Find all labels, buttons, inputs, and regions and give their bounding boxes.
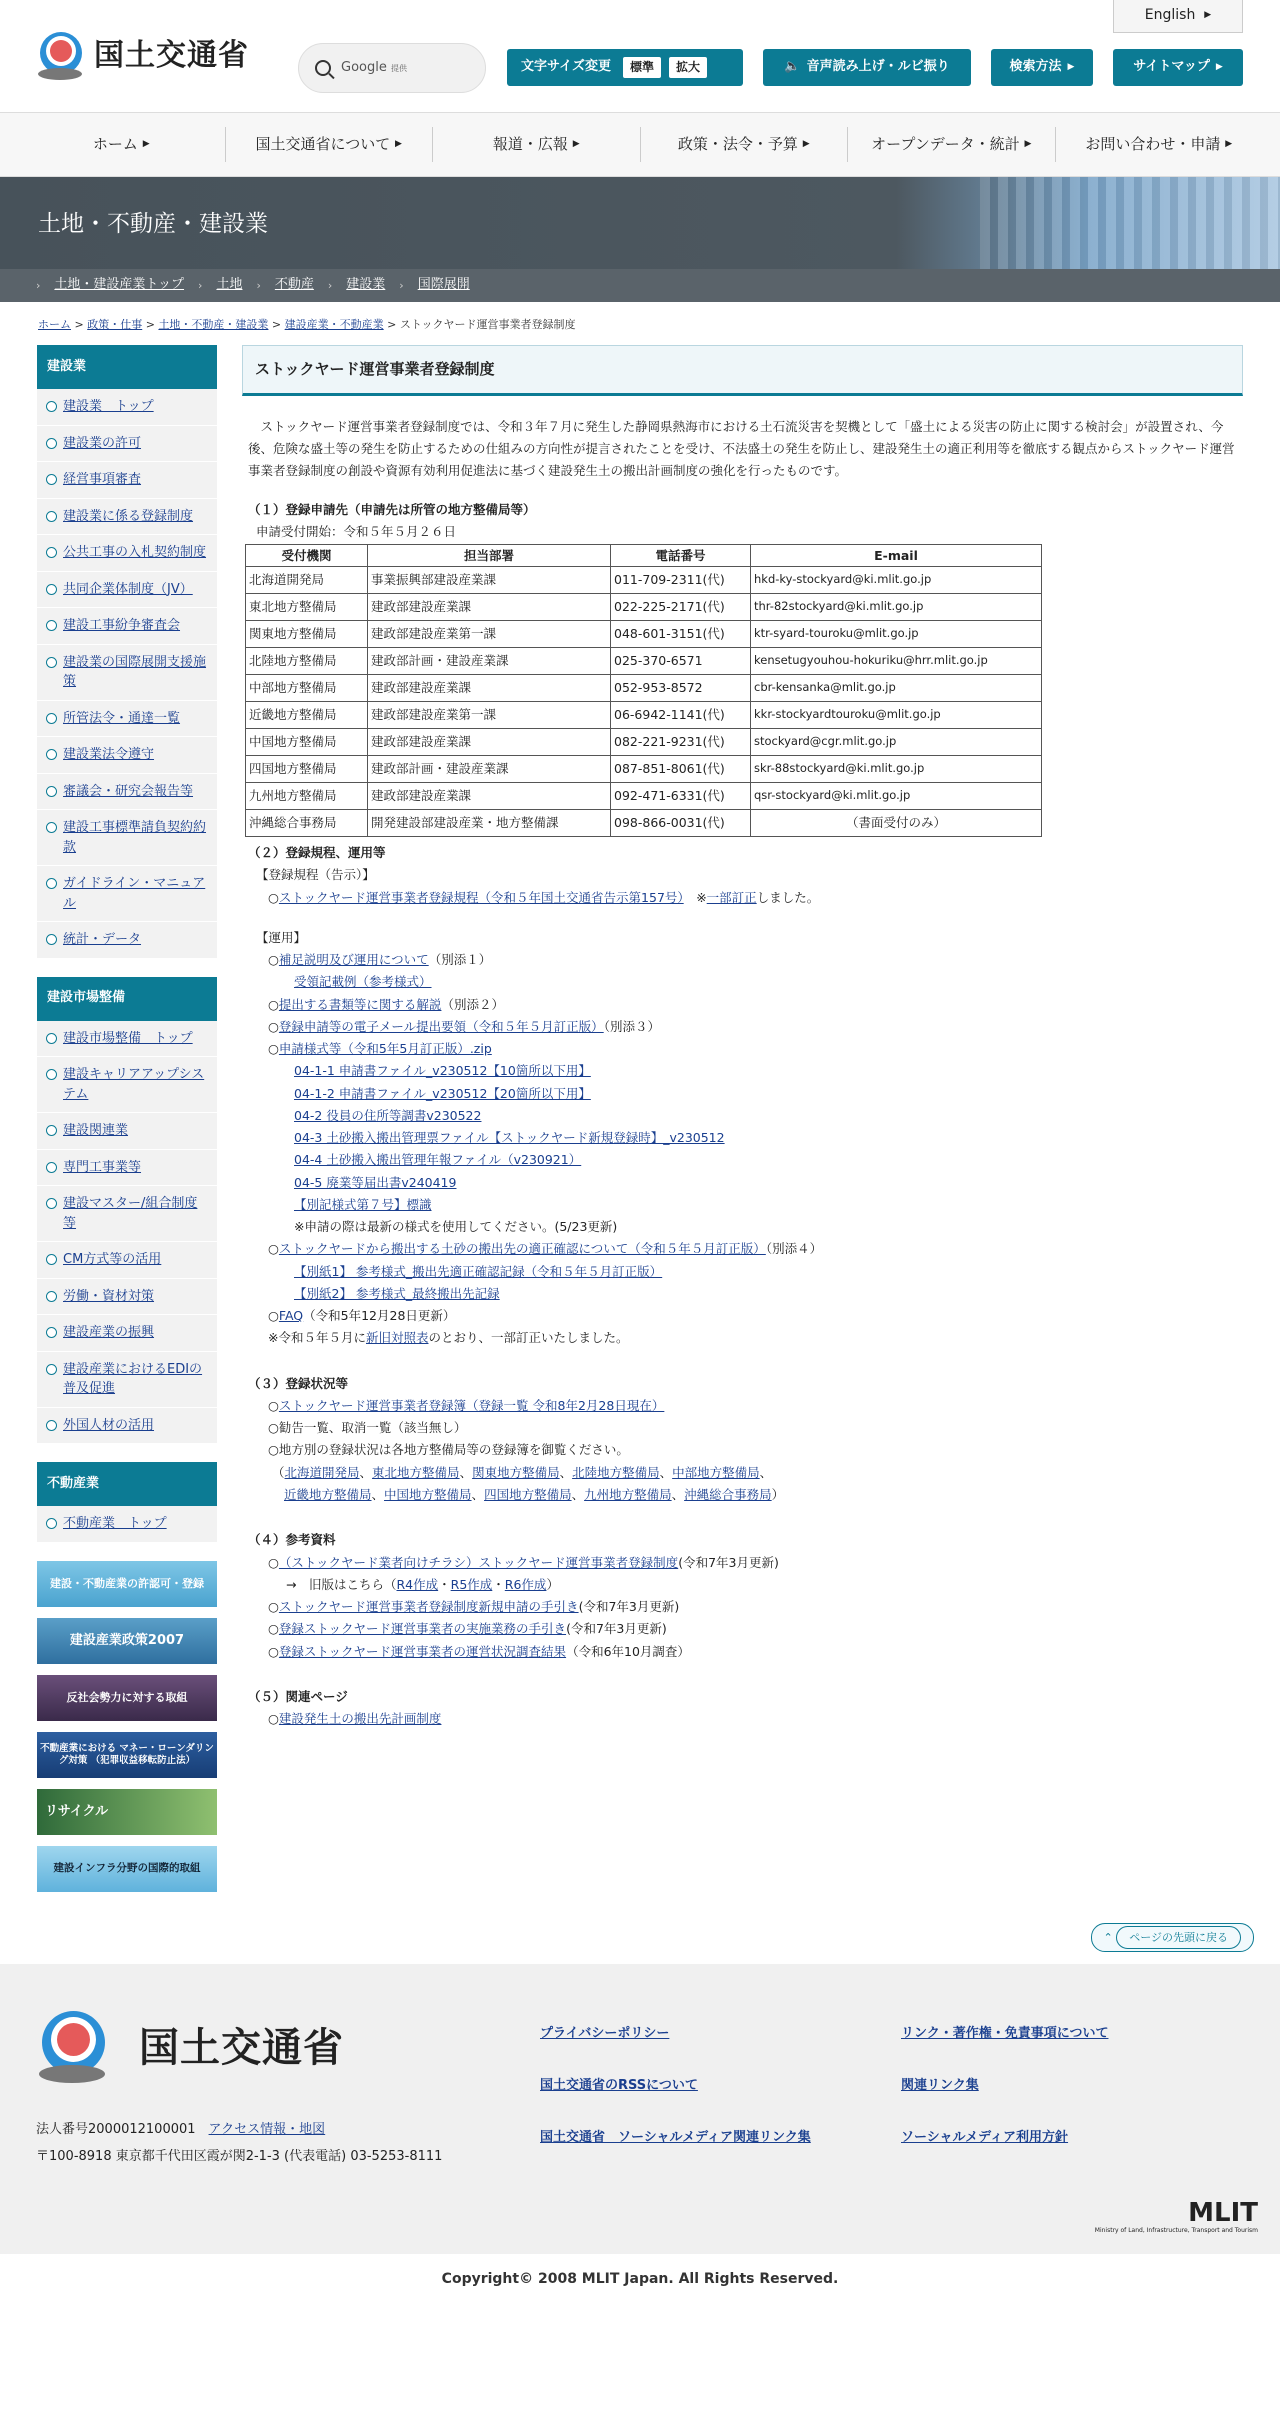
sidebar-item[interactable]: ガイドライン・マニュアル xyxy=(37,866,217,922)
file-link[interactable]: 【別紙2】 参考様式_最終搬出先記録 xyxy=(294,1285,500,1301)
chevron-right-icon: › xyxy=(256,278,261,292)
subnav-international[interactable]: 国際展開 xyxy=(417,277,470,293)
correction-link[interactable]: 一部訂正 xyxy=(706,889,757,905)
table-row: 北海道開発局 事業振興部建設産業課 011-709-2311(代) hkd-ky-stockyard@ki.mlit.go.jp xyxy=(246,566,1042,593)
sidebar-item[interactable]: 建設工事標準請負契約約款 xyxy=(37,810,217,866)
file-link[interactable]: 04-3 土砂搬入搬出管理票ファイル【ストックヤード新規登録時】_v230512 xyxy=(294,1130,725,1146)
banner-permits[interactable]: 建設・不動産業の許認可・登録 xyxy=(37,1561,217,1607)
application-start: 申請受付開始：令和５年５月２６日 xyxy=(256,524,457,540)
flyer-link[interactable]: （ストックヤード業者向けチラシ）ストックヤード運営事業者登録制度 xyxy=(278,1554,679,1570)
breadcrumb-home[interactable]: ホーム xyxy=(38,318,71,331)
sub-nav xyxy=(0,269,1280,302)
office-link[interactable]: 九州地方整備局 xyxy=(584,1486,672,1502)
sidebar-item[interactable]: 所管法令・通達一覧 xyxy=(37,701,217,738)
sidebar-item[interactable]: 建設市場整備 トップ xyxy=(37,1021,217,1058)
kitei-label: 【登録規程（告示）】 xyxy=(256,867,375,883)
sidebar-kensetsu xyxy=(37,345,217,959)
mlit-logo-icon xyxy=(36,2008,149,2128)
office-link[interactable]: 四国地方整備局 xyxy=(484,1486,572,1502)
sidebar-heading: 建設市場整備 xyxy=(37,977,217,1021)
example-link[interactable]: 受領記載例（参考様式） xyxy=(294,974,432,990)
sidebar-heading: 不動産業 xyxy=(37,1462,217,1506)
sidebar-item[interactable]: 専門工事業等 xyxy=(37,1150,217,1187)
arrow-right-icon: ▶ xyxy=(572,138,580,149)
sidebar-realestate xyxy=(37,1462,217,1543)
arrow-right-icon: ▶ xyxy=(1024,138,1032,149)
office-link[interactable]: 北海道開発局 xyxy=(284,1464,360,1480)
google-sub-label: 提供 xyxy=(390,63,407,73)
footer-info xyxy=(36,2116,442,2171)
section-heading: （２）登録規程、運用等 xyxy=(248,844,386,860)
subnav-land-top[interactable]: 土地・建設産業トップ xyxy=(54,277,185,293)
kitei-line: ○ストックヤード運営事業者登録規程（令和５年国土交通省告示第157号） ※一部訂正しました。 xyxy=(268,889,820,905)
office-link[interactable]: 東北地方整備局 xyxy=(372,1464,460,1480)
social-policy-link[interactable]: ソーシャルメディア利用方針 xyxy=(901,2129,1069,2145)
banner-image xyxy=(980,177,1280,269)
category-banner xyxy=(0,177,1280,269)
sitemap-button[interactable]: サイトマップ ▶ xyxy=(1113,49,1243,86)
banner-title: 土地・不動産・建設業 xyxy=(38,211,268,237)
speaker-icon: 🔈 xyxy=(784,59,801,75)
registration-table xyxy=(245,544,1042,837)
rss-link[interactable]: 国土交通省のRSSについて xyxy=(540,2077,698,2093)
sidebar-item[interactable]: 建設産業の振興 xyxy=(37,1315,217,1352)
file-link[interactable]: 04-4 土砂搬入搬出管理年報ファイル（v230921） xyxy=(294,1152,582,1168)
sidebar xyxy=(37,345,217,1903)
duty-guide-link[interactable]: 登録ストックヤード運営事業者の実施業務の手引き xyxy=(278,1621,567,1637)
footer-logo[interactable] xyxy=(36,2008,344,2088)
sidebar-item[interactable]: 建設マスター/組合制度等 xyxy=(37,1186,217,1242)
sidebar-item[interactable]: 建設工事紛争審査会 xyxy=(37,608,217,645)
privacy-link[interactable]: プライバシーポリシー xyxy=(540,2025,670,2041)
kankoku-text: ○勧告一覧、取消一覧（該当無し） xyxy=(268,1420,467,1436)
unyo-label: 【運用】 xyxy=(256,929,307,945)
table-row: 九州地方整備局 建政部建設産業課 092-471-6331(代) qsr-stockyard@ki.mlit.go.jp xyxy=(246,782,1042,809)
banner-policy-2007[interactable]: 建設産業政策2007 xyxy=(37,1618,217,1664)
arrow-right-icon: ▶ xyxy=(1225,138,1233,149)
col-header: E-mail xyxy=(751,544,1042,566)
breadcrumb-industry[interactable]: 建設産業・不動産業 xyxy=(284,318,384,331)
email-procedure-link[interactable]: 登録申請等の電子メール提出要領（令和５年５月訂正版） xyxy=(278,1018,604,1034)
breadcrumb-policy[interactable]: 政策・仕事 xyxy=(87,318,143,331)
file-link[interactable]: 04-1-2 申請書ファイル_v230512【20箇所以下用】 xyxy=(294,1085,591,1101)
section-heading: （５）関連ページ xyxy=(248,1688,348,1704)
arrow-right-icon: ▶ xyxy=(1215,61,1223,72)
sidebar-item[interactable]: 建設業の国際展開支援施策 xyxy=(37,645,217,701)
site-footer xyxy=(0,1964,1280,2254)
site-logo-text: 国土交通省 xyxy=(94,37,249,73)
related-page-link[interactable]: 建設発生土の搬出先計画制度 xyxy=(278,1711,442,1727)
gnav-opendata[interactable]: オープンデータ・統計 ▶ xyxy=(848,127,1056,162)
file-link[interactable]: 【別記様式第７号】標識 xyxy=(294,1196,432,1212)
sidebar-item[interactable]: 建設産業におけるEDIの普及促進 xyxy=(37,1352,217,1408)
english-link[interactable]: English ▶ xyxy=(1113,0,1243,33)
table-header-row xyxy=(246,544,1042,566)
sidebar-item[interactable]: CM方式等の活用 xyxy=(37,1242,217,1279)
font-standard-button[interactable]: 標準 xyxy=(623,57,661,78)
font-large-button[interactable]: 拡大 xyxy=(669,57,707,78)
sidebar-item[interactable]: 建設関連業 xyxy=(37,1113,217,1150)
sidebar-item[interactable]: 建設業 トップ xyxy=(37,389,217,426)
breadcrumb-current: ストックヤード運営事業者登録制度 xyxy=(399,318,576,331)
sidebar-item[interactable]: 建設キャリアアップシステム xyxy=(37,1057,217,1113)
sidebar-item[interactable]: 審議会・研究会報告等 xyxy=(37,774,217,811)
banner-infra-international[interactable]: 建設インフラ分野の国際的取組 xyxy=(37,1846,217,1892)
chevron-right-icon: › xyxy=(399,278,404,292)
search-method-button[interactable]: 検索方法 ▶ xyxy=(991,49,1093,86)
faq-link[interactable]: FAQ xyxy=(278,1308,304,1324)
voice-reading-button[interactable]: 🔈 音声読み上げ・ルビ振り xyxy=(763,49,971,86)
file-link[interactable]: 04-5 廃業等届出書v240419 xyxy=(294,1174,457,1190)
font-size-control xyxy=(507,49,743,86)
sidebar-item[interactable]: 経営事項審査 xyxy=(37,462,217,499)
banner-anti-social[interactable]: 反社会勢力に対する取組 xyxy=(37,1675,217,1721)
google-label: Google xyxy=(341,59,387,75)
search-box[interactable] xyxy=(298,43,486,93)
table-row: 関東地方整備局 建政部建設産業第一課 048-601-3151(代) ktr-syard-touroku@mlit.go.jp xyxy=(246,620,1042,647)
subnav-realestate[interactable]: 不動産 xyxy=(274,277,314,293)
site-logo[interactable] xyxy=(36,30,249,82)
file-link[interactable]: 04-1-1 申請書ファイル_v230512【10箇所以下用】 xyxy=(294,1063,591,1079)
arrow-right-icon: ▶ xyxy=(1204,10,1212,21)
table-row: 東北地方整備局 建政部建設産業課 022-225-2171(代) thr-82stockyard@ki.mlit.go.jp xyxy=(246,593,1042,620)
mlit-mark: MLIT Ministry of Land, Infrastructure, Transport and Tourism xyxy=(1094,2197,1258,2234)
intro-text: ストックヤード運営事業者登録制度では、令和３年７月に発生した静岡県熱海市における土石流災害を契機として「盛土による災害の防止に関する検討会」が設置され、今後、危険な盛土等の発生を防止するための仕組みの方向性が提言されたことを受け、不法盛土の発生を防止し、建設発生土の適正利用等を徹底する観点からストックヤード運営事業者登録制度の創設や資源有効利用促進法に基づく建設発生土の搬出計画制度の強化を行ったものです。 xyxy=(248,419,1235,479)
copyright: Copyright© 2008 MLIT Japan. All Rights Reserved. xyxy=(441,2270,839,2287)
kitei-link[interactable]: ストックヤード運営事業者登録規程（令和５年国土交通省告示第157号） xyxy=(278,889,684,905)
table-row: 中国地方整備局 建政部建設産業課 082-221-9231(代) stockyard@cgr.mlit.go.jp xyxy=(246,728,1042,755)
file-link[interactable]: 【別紙1】 参考様式_搬出先適正確認記録（令和５年５月訂正版） xyxy=(294,1263,663,1279)
search-icon xyxy=(315,60,331,76)
sidebar-item[interactable]: 公共工事の入札契約制度 xyxy=(37,535,217,572)
chiho-text: ○地方別の登録状況は各地方整備局等の登録簿を御覧ください。 xyxy=(268,1442,629,1458)
main-content: ストックヤード運営事業者登録制度 ストックヤード運営事業者登録制度では、令和３年７月に発生した静岡県熱海市における土石流災害を契機として「盛土による災害の防止に関する検討会」が設置され、今後、危険な盛土等の発生を防止するための仕組みの方向性が提言されたことを受け、不法盛土の発生を防止し、建設発生土の適正利用等を徹底する観点からストックヤード運営事業者登録制度の創設や資源有効利用促進法に基づく建設発生土の搬出計画制度の強化を行ったものです。 （１）登録申請先（申請先は所管の地方整備局等） 申請受付開始：令和５年５月２６日 受付機関 担当部署 電話番号 E-mail 北海道開発局 事業振興部建設産業課 011-709-2311(代) hkd-ky-stockyard@ki.mlit.go.jp 東北地方整備局 建政部建設産業課 022-225-2171(代) thr-82stockyard@ki.mlit.go.jp 関東地方整備局 建政部建設産業第一課 048-601-3151(代) ktr-syard-touroku@mlit.go.jp 北陸地方整備局 建政部計画・建設産業課 025-370-6571 kensetugyouhou-hokuriku@hrr.mlit.go.jp 中部地方整備局 建政部建設産業課 052-953-8572 cbr-kensanka@mlit.go.jp 近畿地方整備局 建政部建設産業第一課 06-6942-1141(代) kkr-stockyardtouroku@mlit.go.jp 中国地方整備局 建政部建設産業課 082-221-9231(代) stockyard@cgr.mlit.go.jp 四国地方整備局 建政部計画・建設産業課 087-851-8061(代) skr-88stockyard@ki.mlit.go.jp 九州地方整備局 建政部建設産業課 092-471-6331(代) qsr-stockyard@ki.mlit.go.jp 沖縄総合事務局 開発建設部建設産業・地方整備課 098-866-0031(代) （書面受付のみ） （２）登録規程、運用等 【登録規程（告示）】 ○ストックヤード運営事業者登録規程（令和５年国土交通省告示第157号） ※一部訂正しました。 【運用】 ○補足説明及び運用について（別添１） 受領記載例（参考様式） ○提出する書類等に関する解説（別添２） ○登録申請等の電子メール提出要領（令和５年５月訂正版）（別添３） ○申請様式等（令和5年5月訂正版）.zip 04-1-1 申請書ファイル_v230512【10箇所以下用】 04-1-2 申請書ファイル_v230512【20箇所以下用】 04-2 役員の住所等調書v230522 04-3 土砂搬入搬出管理票ファイル【ストックヤード新規登録時】_v230512 04-4 土砂搬入搬出管理年報ファイル（v230921） 04-5 廃業等届出書v240419 【別記様式第７号】標識 ※申請の際は最新の様式を使用してください。(5/23更新) ○ストックヤードから搬出する土砂の搬出先の適正確認について（令和５年５月訂正版）（別添４） 【別紙1】 参考様式_搬出先適正確認記録（令和５年５月訂正版） 【別紙2】 参考様式_最終搬出先記録 ○FAQ（令和5年12月28日更新） ※令和５年５月に新旧対照表のとおり、一部訂正いたしました。 （３）登録状況等 ○ストックヤード運営事業者登録簿（登録一覧 令和8年2月28日現在） ○勧告一覧、取消一覧（該当無し） ○地方別の登録状況は各地方整備局等の登録簿を御覧ください。 （北海道開発局、東北地方整備局、関東地方整備局、北陸地方整備局、中部地方整備局、 近畿地方整備局、中国地方整備局、四国地方整備局、九州地方整備局、沖縄総合事務局） （４）参考資料 ○（ストックヤード業者向けチラシ）ストックヤード運営事業者登録制度(令和7年3月更新) → 旧版はこちら（R4作成・R5作成・R6作成） ○ストックヤード運営事業者登録制度新規申請の手引き(令和7年3月更新) ○登録ストックヤード運営事業者の実施業務の手引き(令和7年3月更新) ○登録ストックヤード運営事業者の運営状況調査結果（令和6年10月調査） （５）関連ページ ○建設発生土の搬出先計画制度 xyxy=(242,345,1243,1903)
sidebar-heading: 建設業 xyxy=(37,345,217,389)
gnav-press[interactable]: 報道・広報 ▶ xyxy=(433,127,641,162)
corporate-number: 法人番号2000012100001 xyxy=(36,2121,196,2137)
guide-link[interactable]: ストックヤード運営事業者登録制度新規申請の手引き xyxy=(278,1599,579,1615)
files-note: ※申請の際は最新の様式を使用してください。(5/23更新) xyxy=(294,1219,618,1235)
chevron-right-icon: › xyxy=(327,278,333,292)
survey-link[interactable]: 登録ストックヤード運営事業者の運営状況調査結果 xyxy=(278,1643,567,1659)
table-row: 四国地方整備局 建政部計画・建設産業課 087-851-8061(代) skr-88stockyard@ki.mlit.go.jp xyxy=(246,755,1042,782)
breadcrumb: ホーム > 政策・仕事 > 土地・不動産・建設業 > 建設産業・不動産業 > ストックヤード運営事業者登録制度 xyxy=(38,318,576,331)
office-link[interactable]: 沖縄総合事務局 xyxy=(684,1486,772,1502)
arrow-right-icon: ▶ xyxy=(1067,61,1075,72)
col-header: 受付機関 xyxy=(246,544,368,566)
sidebar-item[interactable]: 共同企業体制度（JV） xyxy=(37,572,217,609)
global-nav xyxy=(0,112,1280,177)
col-header: 電話番号 xyxy=(611,544,751,566)
subnav-land[interactable]: 土地 xyxy=(216,277,243,293)
gnav-contact[interactable]: お問い合わせ・申請 ▶ xyxy=(1085,134,1233,153)
office-link[interactable]: 近畿地方整備局 xyxy=(284,1486,372,1502)
sidebar-item[interactable]: 建設業に係る登録制度 xyxy=(37,499,217,536)
social-links-link[interactable]: 国土交通省 ソーシャルメディア関連リンク集 xyxy=(540,2129,811,2145)
access-link[interactable]: アクセス情報・地図 xyxy=(208,2121,326,2137)
table-row: 沖縄総合事務局 開発建設部建設産業・地方整備課 098-866-0031(代) （書面受付のみ） xyxy=(246,809,1042,836)
back-to-top xyxy=(0,1903,1280,1964)
mlit-logo-icon xyxy=(36,30,86,82)
sidebar-item[interactable]: 建設業法令遵守 xyxy=(37,737,217,774)
banner-money-laundering[interactable]: 不動産業における マネー・ローンダリング対策 （犯罪収益移転防止法） xyxy=(37,1732,217,1778)
old-version-link[interactable]: R4作成 xyxy=(396,1576,439,1592)
banner-recycle[interactable]: リサイクル xyxy=(37,1789,217,1835)
shorui-link[interactable]: 提出する書類等に関する解説 xyxy=(278,996,442,1012)
old-version-link[interactable]: R5作成 xyxy=(450,1576,493,1592)
hosoku-link[interactable]: 補足説明及び運用について xyxy=(278,952,429,968)
kakunin-link[interactable]: ストックヤードから搬出する土砂の搬出先の適正確認について（令和５年５月訂正版） xyxy=(278,1241,766,1257)
office-link[interactable]: 中部地方整備局 xyxy=(672,1464,760,1480)
section-heading: （３）登録状況等 xyxy=(248,1375,349,1391)
copyright-link[interactable]: リンク・著作権・免責事項について xyxy=(901,2025,1109,2041)
table-row: 北陸地方整備局 建政部計画・建設産業課 025-370-6571 kensetugyouhou-hokuriku@hrr.mlit.go.jp xyxy=(246,647,1042,674)
col-header: 担当部署 xyxy=(368,544,611,566)
old-version-link[interactable]: R6作成 xyxy=(504,1576,547,1592)
file-link[interactable]: 04-2 役員の住所等調書v230522 xyxy=(294,1107,482,1123)
arrow-right-icon: ▶ xyxy=(802,138,810,149)
breadcrumb-land[interactable]: 土地・不動産・建設業 xyxy=(158,318,269,331)
chevron-right-icon: › xyxy=(198,278,203,292)
section-heading: （１）登録申請先（申請先は所管の地方整備局等） xyxy=(248,501,536,517)
font-size-label: 文字サイズ変更 xyxy=(521,59,611,75)
arrow-right-icon: ▶ xyxy=(395,138,402,149)
sidebar-item[interactable]: 外国人材の活用 xyxy=(37,1408,217,1445)
related-links-link[interactable]: 関連リンク集 xyxy=(901,2077,979,2093)
comparison-table-link[interactable]: 新旧対照表 xyxy=(365,1330,429,1346)
sidebar-item[interactable]: 不動産業 トップ xyxy=(37,1506,217,1543)
page-title: ストックヤード運営事業者登録制度 xyxy=(242,345,1243,396)
sidebar-item[interactable]: 労働・資材対策 xyxy=(37,1279,217,1316)
footer-logo-text: 国土交通省 xyxy=(139,2024,344,2071)
office-link[interactable]: 北陸地方整備局 xyxy=(572,1464,660,1480)
gnav-about[interactable]: 国土交通省について ▶ xyxy=(226,127,434,162)
sidebar-market xyxy=(37,977,217,1445)
back-to-top-button[interactable]: ⌃ ページの先頭に戻る xyxy=(1091,1923,1255,1952)
section-heading: （４）参考資料 xyxy=(248,1532,336,1548)
office-link[interactable]: 中国地方整備局 xyxy=(384,1486,472,1502)
table-row: 中部地方整備局 建政部建設産業課 052-953-8572 cbr-kensanka@mlit.go.jp xyxy=(246,674,1042,701)
office-link[interactable]: 関東地方整備局 xyxy=(472,1464,560,1480)
registry-link[interactable]: ストックヤード運営事業者登録簿（登録一覧 令和8年2月28日現在） xyxy=(278,1397,665,1413)
gnav-policy[interactable]: 政策・法令・予算 ▶ xyxy=(641,127,849,162)
subnav-construction[interactable]: 建設業 xyxy=(346,277,386,293)
address: 〒100-8918 東京都千代田区霞が関2-1-3 (代表電話) 03-5253-8111 xyxy=(36,2148,443,2164)
table-row: 近畿地方整備局 建政部建設産業第一課 06-6942-1141(代) kkr-stockyardtouroku@mlit.go.jp xyxy=(246,701,1042,728)
chevron-right-icon: › xyxy=(36,278,41,292)
gnav-home[interactable]: ホーム ▶ xyxy=(18,127,226,162)
sidebar-item[interactable]: 統計・データ xyxy=(37,922,217,959)
forms-zip-link[interactable]: 申請様式等（令和5年5月訂正版）.zip xyxy=(278,1041,492,1057)
site-header xyxy=(0,0,1280,112)
arrow-right-icon: ▶ xyxy=(142,138,150,149)
sidebar-item[interactable]: 建設業の許可 xyxy=(37,426,217,463)
